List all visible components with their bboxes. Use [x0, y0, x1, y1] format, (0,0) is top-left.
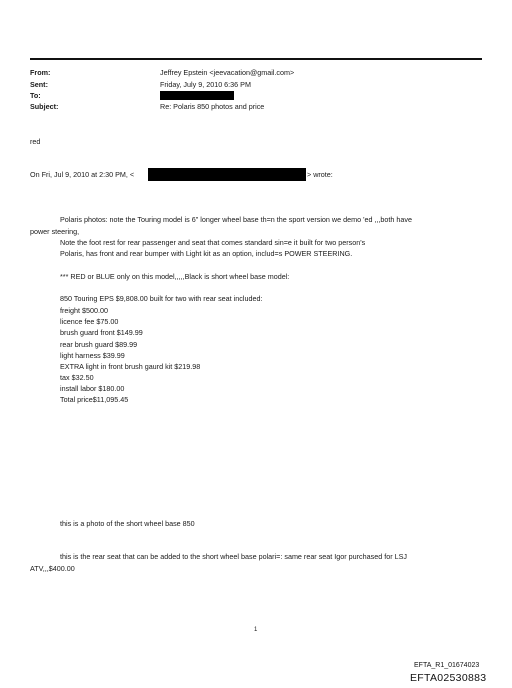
subject-value: Re: Polaris 850 photos and price: [160, 102, 265, 111]
sent-label: Sent:: [30, 80, 48, 89]
sent-value: Friday, July 9, 2010 6:36 PM: [160, 80, 251, 89]
email-redaction: [148, 168, 306, 181]
price-line: EXTRA light in front brush gaurd kit $219.98: [60, 362, 201, 371]
from-value: Jeffrey Epstein <jeevacation@gmail.com>: [160, 68, 295, 77]
price-line: install labor $180.00: [60, 384, 125, 393]
price-line: brush guard front $149.99: [60, 328, 143, 337]
reply-text: red: [30, 137, 41, 146]
subject-label: Subject:: [30, 102, 59, 111]
paragraph-line: Polaris photos: note the Touring model is 6" longer wheel base th=n the sport version we demo 'ed ,,,both have: [60, 215, 412, 224]
paragraph-line: Polaris, has front and rear bumper with Light kit as an option, includ=s POWER STEERING.: [60, 249, 353, 258]
photo-caption: this is a photo of the short wheel base 850: [60, 519, 195, 528]
rear-seat-line: ATV,,,$400.00: [30, 564, 75, 573]
page-number: 1: [254, 627, 258, 633]
price-line: tax $32.50: [60, 373, 94, 382]
quote-intro-suffix: > wrote:: [307, 170, 333, 179]
rear-seat-line: this is the rear seat that can be added to the short wheel base polari=: same rear seat Igor purchased for LSJ: [60, 552, 407, 561]
quote-intro-prefix: On Fri, Jul 9, 2010 at 2:30 PM, <: [30, 170, 135, 179]
price-line: 850 Touring EPS $9,808.00 built for two with rear seat included:: [60, 294, 263, 303]
header-divider: [30, 58, 482, 60]
price-line: light harness $39.99: [60, 351, 125, 360]
from-label: From:: [30, 68, 51, 77]
paragraph-line: Note the foot rest for rear passenger and seat that comes standard sin=e it built for two person's: [60, 238, 366, 247]
price-total: Total price$11,095.45: [60, 395, 129, 404]
to-redaction: [160, 91, 234, 100]
color-note: *** RED or BLUE only on this model,,,,,Black is short wheel base model:: [60, 272, 290, 281]
bates-stamp-small: EFTA_R1_01674023: [414, 662, 480, 669]
price-line: freight $500.00: [60, 306, 108, 315]
price-line: rear brush guard $89.99: [60, 340, 138, 349]
price-line: licence fee $75.00: [60, 317, 119, 326]
to-label: To:: [30, 91, 41, 100]
bates-stamp-large: EFTA02530883: [410, 672, 487, 684]
paragraph-line: power steering,: [30, 227, 80, 236]
